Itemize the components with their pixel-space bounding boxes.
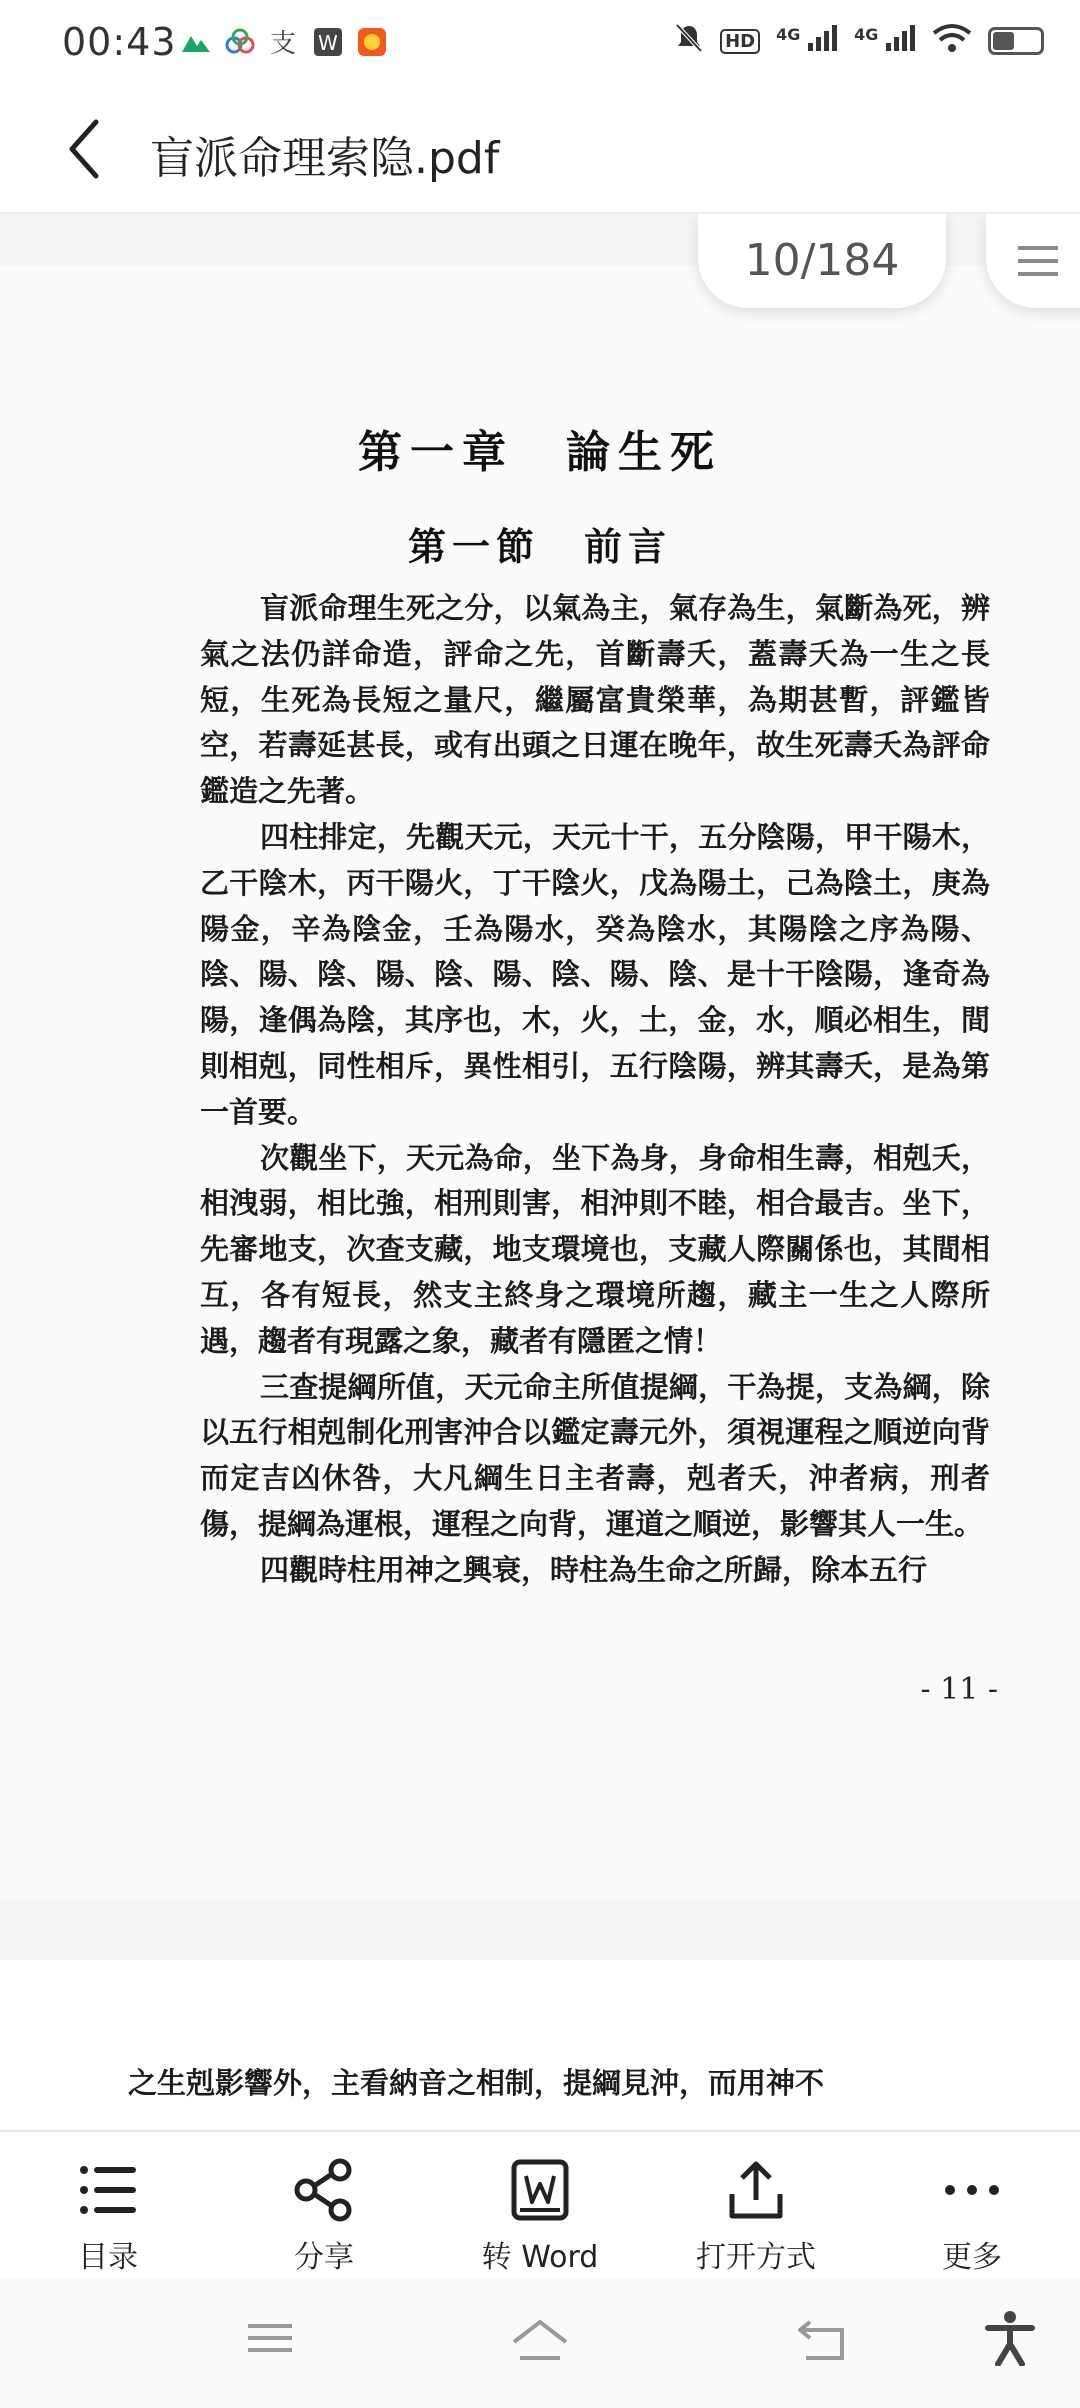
pdf-page	[0, 266, 1080, 1900]
contents-label: 目录	[78, 2240, 138, 2275]
share-label: 分享	[294, 2240, 354, 2275]
share-icon	[292, 2158, 356, 2222]
taobao-app-icon	[356, 26, 388, 58]
convert-word-label: 转 Word	[481, 2240, 599, 2275]
open-with-label: 打开方式	[696, 2240, 816, 2275]
more-button[interactable]	[872, 2148, 1072, 2278]
convert-word-button[interactable]	[440, 2148, 640, 2278]
menu-icon	[246, 2318, 294, 2358]
system-nav-bar	[0, 2278, 1080, 2408]
page-body	[200, 586, 990, 1594]
paragraph: 三查提綱所值，天元命主所值提綱，干為提，支為綱，除以五行相剋制化刑害沖合以鑑定壽元外，須視運程之順逆向背而定吉凶休咎，大凡綱生日主者壽，剋者夭，沖者病，刑者傷，提綱為運根，運程之向背，運道之順逆，影響其人一生。	[200, 1369, 990, 1541]
system-back-button[interactable]	[796, 2318, 850, 2366]
status-time: 00:43	[62, 20, 177, 64]
list-icon	[76, 2158, 140, 2222]
pdf-page	[0, 1960, 1080, 2130]
paragraph: 四觀時柱用神之興衰，時柱為生命之所歸，除本五行	[260, 1552, 928, 1587]
svg-text:支: 支	[270, 29, 297, 58]
hd-badge: HD	[720, 29, 760, 54]
paragraph: 盲派命理生死之分，以氣為主，氣存為生，氣斷為死，辨氣之法仍詳命造，評命之先，首斷壽夭，蓋壽夭為一生之長短，生死為長短之量尺，繼屬富貴榮華，為期甚暫，評鑑皆空，若壽延甚長，或有出頭之日運在晚年，故生死壽夭為評命鑑造之先著。	[200, 591, 990, 809]
chapter-title: 第一章 論生死	[358, 427, 722, 478]
signal-1-icon: 4G	[776, 25, 838, 57]
mountain-app-icon	[180, 26, 212, 58]
status-bar	[0, 0, 1080, 84]
share-button[interactable]	[224, 2148, 424, 2278]
word-icon	[508, 2158, 572, 2222]
home-button[interactable]	[510, 2318, 570, 2366]
system-icons	[674, 22, 1044, 60]
document-title: 盲派命理索隐.pdf	[150, 133, 500, 184]
open-with-button[interactable]	[656, 2148, 856, 2278]
accessibility-icon	[984, 2310, 1036, 2366]
more-label: 更多	[942, 2240, 1002, 2275]
contents-button[interactable]	[8, 2148, 208, 2278]
back-icon	[796, 2318, 850, 2362]
mute-icon	[674, 22, 704, 60]
back-button[interactable]	[60, 114, 116, 184]
section-title: 第一節 前言	[407, 524, 672, 569]
page-indicator: 10/184	[698, 214, 946, 308]
home-icon	[510, 2318, 570, 2362]
notification-icons	[180, 26, 388, 58]
paragraph: 四柱排定，先觀天元，天元十干，五分陰陽，甲干陽木，乙干陰木，丙干陽火，丁干陰火，戊為陽土，己為陰土，庚為陽金，辛為陰金，壬為陽水，癸為陰水，其陽陰之序為陽、陰、陽、陰、陽、陰、陽、陰、陽、陰、是十干陰陽，逢奇為陽，逢偶為陰，其序也，木，火，土，金，水，順必相生，間則相剋，同性相斥，異性相引，五行陰陽，辨其壽夭，是為第一首要。	[200, 819, 990, 1129]
paragraph: 次觀坐下，天元為命，坐下為身，身命相生壽，相剋夭，相洩弱，相比強，相刑則害，相沖則不睦，相合最吉。坐下，先審地支，次查支藏，地支環境也，支藏人際關係也，其間相互，各有短長，然支主終身之環境所趨，藏主一生之人際所遇，趨者有現露之象，藏者有隱匿之情！	[200, 1140, 990, 1358]
page-number: - 11 -	[920, 1672, 998, 1707]
chevron-left-icon	[60, 114, 116, 184]
menu-icon-bar	[1018, 259, 1058, 263]
page-body: 之生剋影響外，主看納音之相制，提綱見沖，而用神不	[128, 2066, 825, 2100]
cloud-app-icon	[224, 26, 256, 58]
menu-icon-bar	[1018, 272, 1058, 276]
wifi-icon	[932, 23, 972, 59]
app-header	[0, 84, 1080, 214]
pdf-viewer[interactable]	[0, 214, 1080, 2130]
svg-text:W: W	[318, 31, 338, 55]
wps-app-icon	[312, 26, 344, 58]
alipay-app-icon	[268, 26, 300, 58]
menu-icon	[1018, 246, 1058, 250]
battery-icon	[988, 27, 1044, 55]
bottom-toolbar	[0, 2130, 1080, 2280]
upload-icon	[724, 2158, 788, 2222]
signal-2-icon: 4G	[854, 25, 916, 57]
more-icon	[940, 2158, 1004, 2222]
recent-apps-button[interactable]	[246, 2318, 294, 2362]
accessibility-button[interactable]	[984, 2310, 1036, 2370]
